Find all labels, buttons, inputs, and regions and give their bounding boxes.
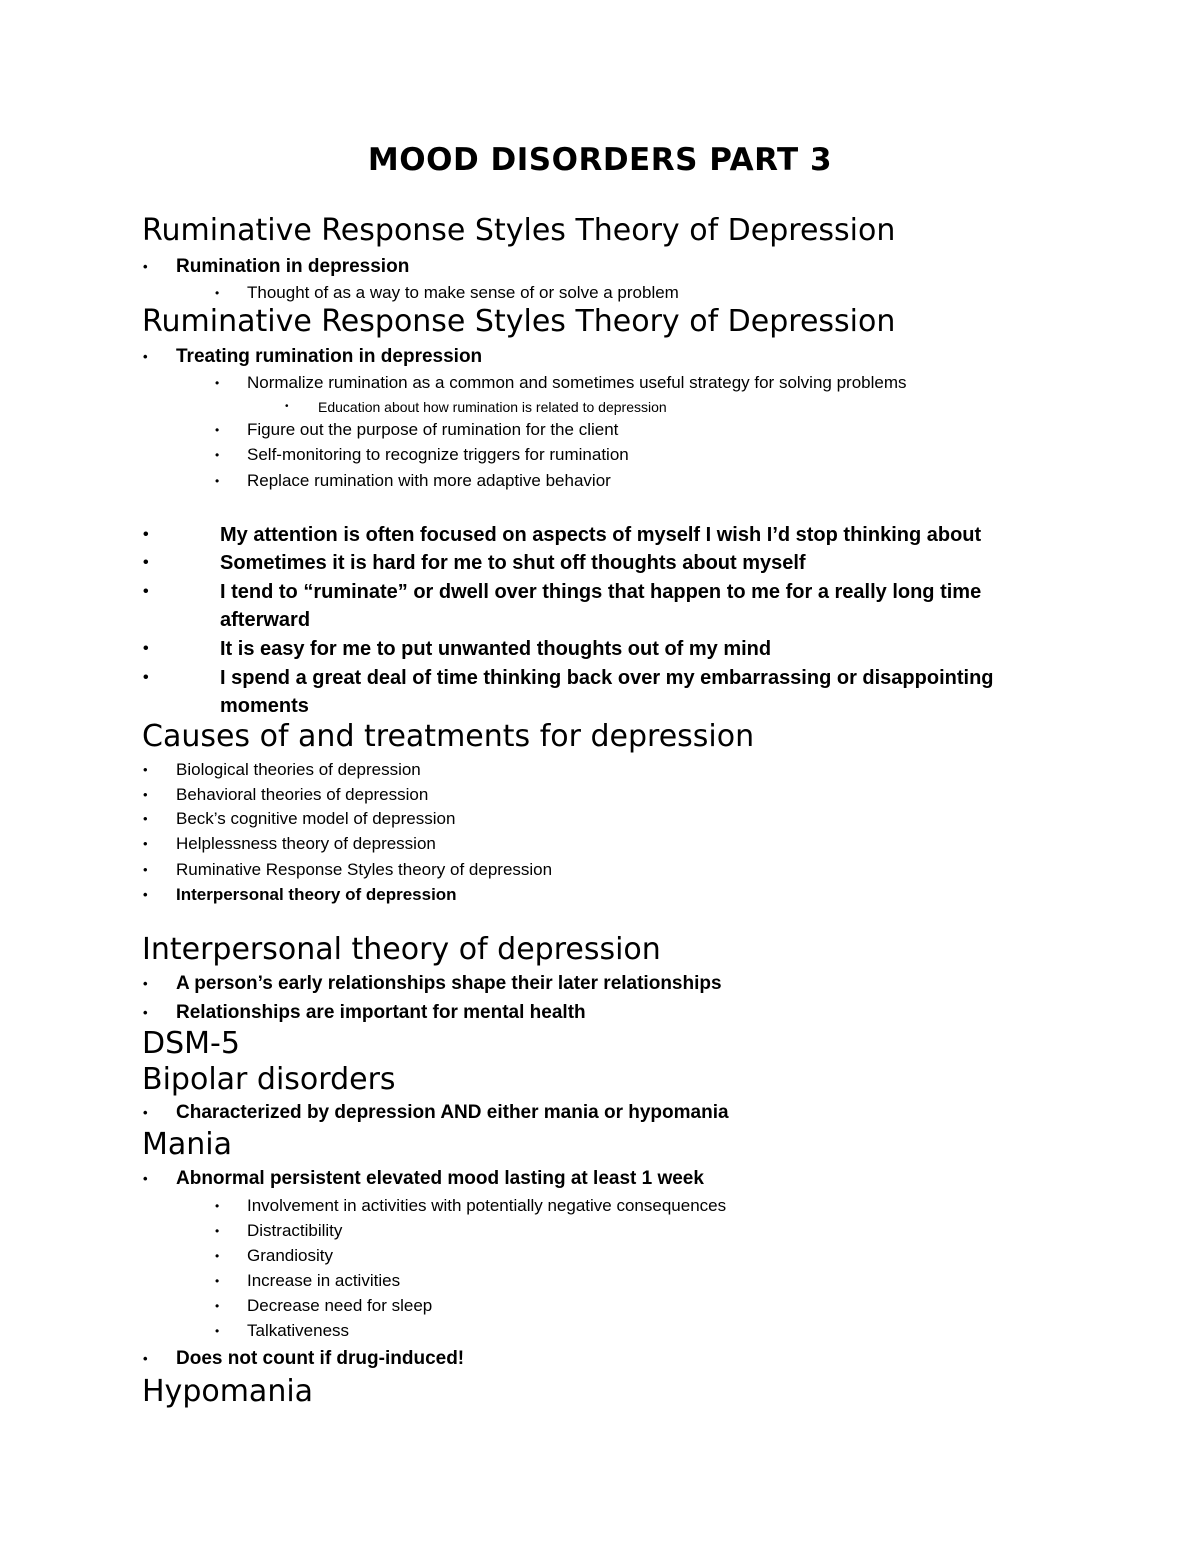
page-title: MOOD DISORDERS PART 3	[367, 142, 833, 178]
list-item: • Behavioral theories of depression	[143, 785, 429, 804]
bullet: •	[215, 1299, 220, 1313]
list-item: • Talkativeness	[215, 1321, 350, 1340]
list-item: • Helplessness theory of depression	[143, 834, 436, 853]
bullet: •	[215, 474, 220, 488]
list-item: • Grandiosity	[215, 1246, 333, 1265]
questionnaire-item: • I spend a great deal of time thinking back over my embarrassing or disappointing moments	[220, 664, 1020, 720]
list-item: • Involvement in activities with potentially negative consequences	[215, 1196, 727, 1215]
bullet: •	[215, 1224, 220, 1238]
bullet: •	[215, 376, 220, 390]
bullet: •	[285, 401, 289, 412]
list-item: • Normalize rumination as a common and sometimes useful strategy for solving problems	[215, 373, 907, 392]
list-item: • Education about how rumination is related to depression	[285, 399, 667, 415]
questionnaire-item: • I tend to “ruminate” or dwell over things that happen to me for a really long time afterward	[220, 578, 1020, 634]
heading-hypomania: Hypomania	[142, 1374, 314, 1409]
bullet: •	[143, 640, 149, 657]
bullet: •	[143, 976, 148, 991]
list-item: • A person’s early relationships shape their later relationships	[143, 973, 722, 994]
list-item: • Rumination in depression	[143, 256, 410, 277]
bullet: •	[215, 1249, 220, 1263]
heading-ruminative-2: Ruminative Response Styles Theory of Depression	[142, 304, 896, 339]
bullet: •	[215, 286, 220, 300]
list-item: • Relationships are important for mental health	[143, 1002, 586, 1023]
heading-ruminative-1: Ruminative Response Styles Theory of Depression	[142, 213, 896, 248]
bullet: •	[143, 811, 148, 826]
bullet: •	[143, 1171, 148, 1186]
bullet: •	[143, 1105, 148, 1120]
bullet: •	[215, 1324, 220, 1338]
heading-interpersonal: Interpersonal theory of depression	[142, 932, 661, 967]
bullet: •	[215, 1199, 220, 1213]
heading-mania: Mania	[142, 1127, 232, 1162]
list-item: • Biological theories of depression	[143, 760, 421, 779]
questionnaire-item: • It is easy for me to put unwanted thoughts out of my mind	[220, 635, 1020, 663]
list-item: • Interpersonal theory of depression	[143, 885, 457, 904]
bullet: •	[143, 836, 148, 851]
list-item: • Figure out the purpose of rumination for the client	[215, 420, 619, 439]
list-item: • Treating rumination in depression	[143, 346, 483, 367]
heading-bipolar: Bipolar disorders	[142, 1062, 396, 1097]
bullet: •	[143, 862, 148, 877]
list-item: • Thought of as a way to make sense of or solve a problem	[215, 283, 679, 302]
questionnaire-item: • Sometimes it is hard for me to shut off thoughts about myself	[220, 549, 1020, 577]
list-item: • Characterized by depression AND either mania or hypomania	[143, 1102, 729, 1123]
list-item: • Does not count if drug-induced!	[143, 1348, 465, 1369]
bullet: •	[143, 887, 148, 902]
list-item: • Ruminative Response Styles theory of depression	[143, 860, 553, 879]
bullet: •	[143, 554, 149, 571]
questionnaire-item: • My attention is often focused on aspects of myself I wish I’d stop thinking about	[220, 521, 1020, 549]
bullet: •	[143, 349, 148, 364]
list-item: • Abnormal persistent elevated mood lasting at least 1 week	[143, 1168, 704, 1189]
bullet: •	[143, 1351, 148, 1366]
list-item: • Distractibility	[215, 1221, 343, 1240]
list-item: • Replace rumination with more adaptive behavior	[215, 471, 611, 490]
bullet: •	[143, 787, 148, 802]
bullet: •	[215, 448, 220, 462]
bullet: •	[143, 259, 148, 274]
list-item: • Self-monitoring to recognize triggers for rumination	[215, 445, 629, 464]
heading-causes-treatments: Causes of and treatments for depression	[142, 719, 755, 754]
list-item: • Decrease need for sleep	[215, 1296, 433, 1315]
bullet: •	[143, 1005, 148, 1020]
bullet: •	[215, 1274, 220, 1288]
bullet: •	[143, 583, 149, 600]
bullet: •	[215, 423, 220, 437]
list-item: • Beck’s cognitive model of depression	[143, 809, 456, 828]
list-item: • Increase in activities	[215, 1271, 401, 1290]
heading-dsm5: DSM-5	[142, 1026, 240, 1061]
bullet: •	[143, 762, 148, 777]
bullet: •	[143, 526, 149, 543]
bullet: •	[143, 669, 149, 686]
